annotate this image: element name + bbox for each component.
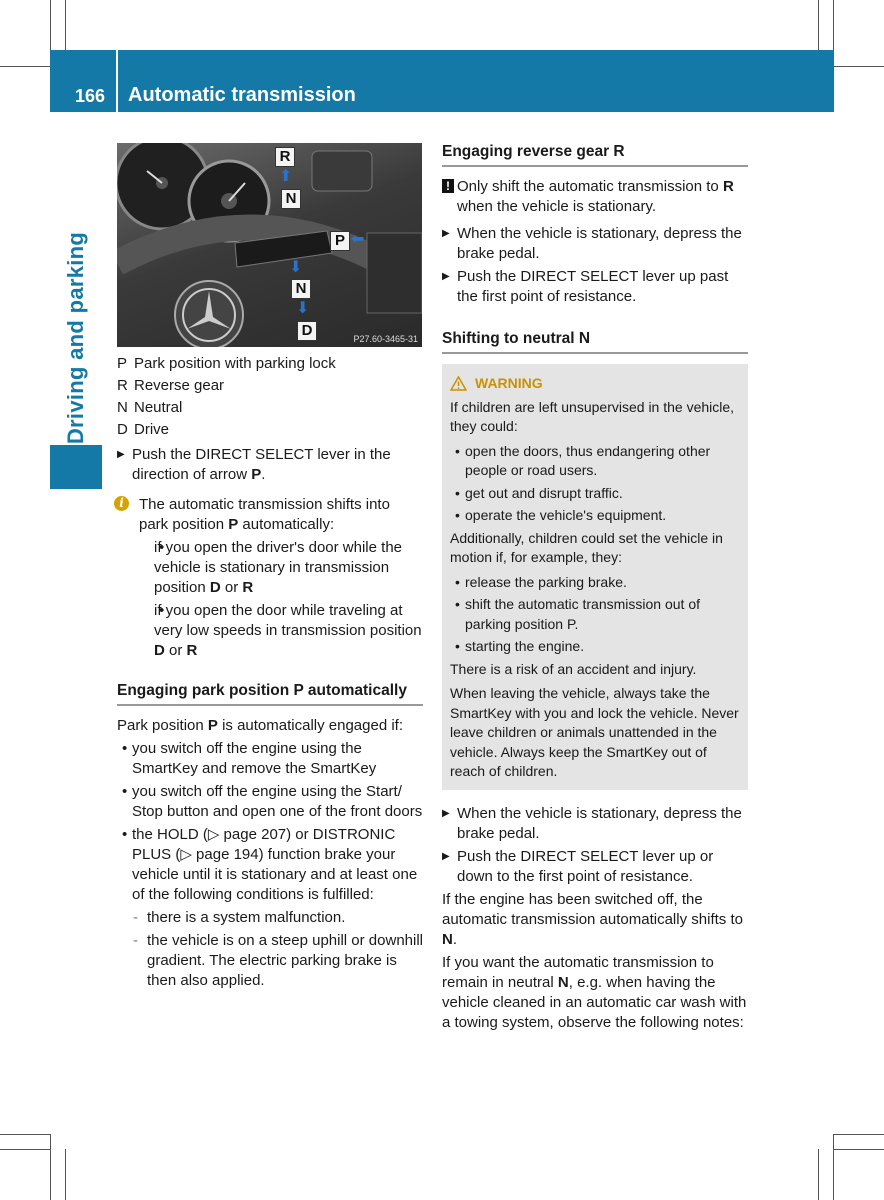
caution-bold: R (722, 178, 734, 195)
instruction-step (117, 445, 423, 485)
section-heading: Engaging park position P automatically (117, 681, 423, 706)
legend-key: P (117, 355, 128, 372)
info-item-text: or (164, 642, 187, 659)
cockpit-illustration (117, 143, 422, 347)
section-side-label: Driving and parking (63, 231, 88, 445)
arrow-down-icon: ⬇ (289, 259, 303, 276)
legend-text: Reverse gear (134, 377, 225, 394)
caution-text: when the vehicle is stationary. (457, 198, 656, 215)
warning-item: • release the parking brake. (450, 573, 740, 593)
arrow-up-icon: ⬆ (279, 168, 293, 185)
warning-title-text: WARNING (475, 375, 543, 391)
paragraph (442, 890, 748, 950)
gear-label-p: P (330, 231, 350, 251)
arrow-left-icon: ⬅ (351, 231, 365, 248)
legend-text: Drive (134, 421, 170, 438)
crop-mark (834, 66, 884, 67)
crop-mark (50, 0, 51, 50)
caution-text: Only shift the automatic transmission to (457, 178, 723, 195)
legend-item (117, 420, 423, 440)
info-note (114, 495, 423, 661)
gear-legend (117, 354, 423, 440)
info-text: The automatic transmission shifts into park position (139, 496, 390, 533)
info-item-text: or (220, 579, 243, 596)
paragraph-text: , e.g. when having the vehicle cleaned in an automatic car wash with a towing system, observe the following notes: (442, 973, 747, 1031)
list-item: • you switch off the engine using the SmartKey and remove the SmartKey (117, 739, 423, 779)
warning-mid: Additionally, children could set the vehicle in motion if, for example, they: (450, 529, 723, 565)
crop-mark (818, 1149, 819, 1200)
info-bold: P (228, 516, 239, 533)
paragraph (442, 953, 748, 1033)
sub-list-item: - the vehicle is on a steep uphill or downhill gradient. The electric parking brake is then also applied. (132, 931, 423, 991)
legend-key: D (117, 421, 128, 438)
gear-label-r: R (275, 147, 295, 167)
paragraph-bold: N (442, 930, 453, 948)
legend-item (117, 354, 423, 374)
crop-mark (818, 0, 819, 50)
warning-triangle-icon (450, 376, 467, 391)
info-item-bold: R (242, 579, 254, 596)
crop-mark (50, 1134, 51, 1200)
figure-code: P27.60-3465-31 (353, 334, 418, 344)
info-item-text: if you open the driver's door while the vehicle is stationary in transmission position (154, 539, 403, 596)
warning-item: • operate the vehicle's equipment. (450, 506, 740, 526)
crop-mark (65, 1149, 66, 1200)
legend-text: Park position with parking lock (134, 355, 336, 372)
instruction-step: ▶ When the vehicle is stationary, depress the brake pedal. (442, 804, 748, 844)
legend-key: R (117, 377, 128, 394)
intro-part: Park position (117, 717, 208, 734)
warning-risk: There is a risk of an accident and injury. (450, 660, 697, 677)
list-item: • you switch off the engine using the Start/ Stop button and open one of the front doors (117, 782, 423, 822)
crop-mark (833, 0, 834, 50)
arrow-down-icon: ⬇ (296, 300, 310, 317)
section-heading: Engaging reverse gear R (442, 142, 748, 167)
info-tail: automatically: (238, 516, 335, 533)
right-column (442, 142, 748, 1033)
warning-item: • get out and disrupt traffic. (450, 484, 740, 504)
info-item (139, 601, 423, 661)
warning-title (450, 374, 740, 394)
section-heading: Shifting to neutral N (442, 329, 748, 354)
page-number: 166 (75, 86, 106, 106)
crop-mark (0, 66, 50, 67)
info-icon: i (114, 496, 129, 511)
crop-mark (833, 1134, 834, 1200)
info-item-bold: D (154, 642, 165, 659)
instruction-step: ▶ When the vehicle is stationary, depress the brake pedal. (442, 224, 748, 264)
legend-key: N (117, 399, 128, 416)
section-side-tab (50, 445, 102, 489)
caution-note (442, 177, 748, 217)
warning-item: • open the doors, thus endangering other people or road users. (450, 442, 740, 481)
paragraph-bold: N (557, 973, 569, 991)
intro-bold: P (207, 717, 218, 734)
crop-mark (0, 1149, 50, 1150)
sub-list-item: - there is a system malfunction. (132, 908, 423, 928)
direct-select-lever-figure (117, 143, 422, 347)
warning-item: • shift the automatic transmission out of parking position P. (450, 595, 740, 634)
gear-label-d: D (297, 321, 317, 341)
instruction-step: ▶ Push the DIRECT SELECT lever up past the first point of resistance. (442, 267, 748, 307)
left-column (117, 354, 423, 994)
paragraph-text: If the engine has been switched off, the automatic transmission automatically shifts to (442, 890, 743, 928)
warning-advice: When leaving the vehicle, always take the SmartKey with you and lock the vehicle. Never leave children or animals unattended in the vehicle. Always keep the SmartKey out of reach of children. (450, 685, 739, 779)
exclamation-icon: ! (442, 179, 454, 193)
gear-label-n-lower: N (291, 279, 311, 299)
step-bold: P (251, 466, 262, 483)
list-item: • the HOLD (▷ page 207) or DISTRONIC PLUS (▷ page 194) function brake your vehicle until it is stationary and at least one of the following conditions is fulfilled: (117, 825, 423, 905)
warning-box (442, 364, 748, 790)
intro-text (117, 716, 423, 736)
header-divider (116, 50, 118, 112)
legend-text: Neutral (134, 399, 183, 416)
warning-intro: If children are left unsupervised in the vehicle, they could: (450, 398, 735, 434)
step-tail: . (261, 466, 266, 483)
legend-item (117, 398, 423, 418)
crop-mark (65, 0, 66, 50)
gear-label-n-upper: N (281, 189, 301, 209)
paragraph-text: If you want the automatic transmission to remain in neutral (442, 953, 714, 991)
sub-list (117, 908, 423, 991)
info-item-bold: D (209, 579, 221, 596)
crop-mark (834, 1134, 884, 1135)
page-title: Automatic transmission (128, 84, 356, 106)
crop-mark (834, 1149, 884, 1150)
paragraph-text: . (452, 930, 458, 948)
crop-mark (0, 1134, 50, 1135)
info-item (139, 538, 423, 598)
instruction-step: ▶ Push the DIRECT SELECT lever up or down to the first point of resistance. (442, 847, 748, 887)
step-text: Push the DIRECT SELECT lever in the direction of arrow (132, 446, 391, 483)
info-item-bold: R (186, 642, 198, 659)
info-item-text: if you open the door while traveling at very low speeds in transmission position (154, 602, 422, 639)
warning-item: • starting the engine. (450, 637, 740, 657)
intro-part: is automatically engaged if: (217, 717, 404, 734)
legend-item (117, 376, 423, 396)
